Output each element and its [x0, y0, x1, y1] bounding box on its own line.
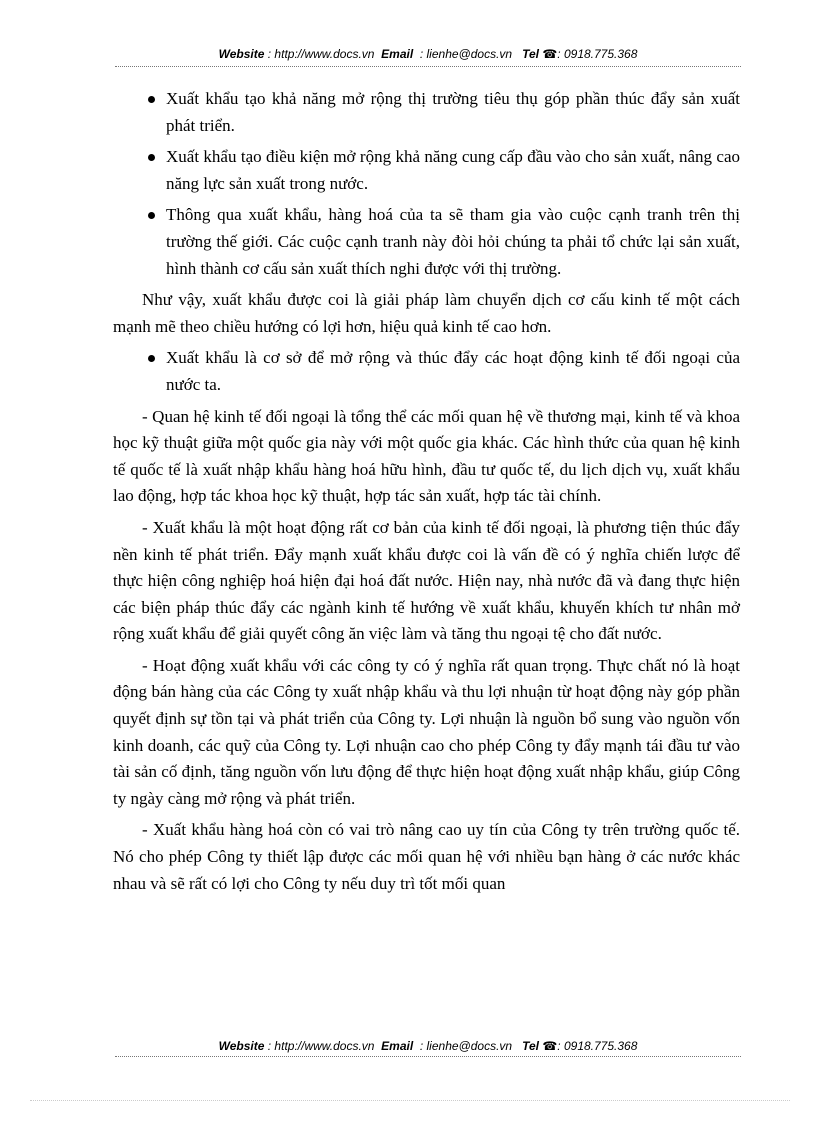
bullet-text: Xuất khẩu là cơ sở để mở rộng và thúc đẩy các hoạt động kinh tế đối ngoại của nước ta. — [166, 348, 740, 394]
page-edge-divider — [30, 1100, 790, 1101]
phone-icon: ☎ — [542, 47, 558, 61]
paragraph: - Quan hệ kinh tế đối ngoại là tổng thể các mối quan hệ về thương mại, kinh tế và khoa học kỹ thuật giữa một quốc gia này với một quốc gia khác. Các hình thức của quan hệ kinh tế quốc tế là xuất nhập khẩu hàng hoá hữu hình, đầu tư quốc tế, du lịch dịch vụ, xuất khẩu lao động, hợp tác khoa học kỹ thuật, hợp tác sản xuất, hợp tác tài chính. — [113, 406, 740, 506]
paragraph: - Xuất khẩu hàng hoá còn có vai trò nâng cao uy tín của Công ty trên trường quốc tế. Nó cho phép Công ty thiết lập được các mối quan hệ với nhiều bạn hàng ở các nước khác nhau và sẽ rất có lợi cho Công ty nếu duy trì tốt mối quan — [113, 820, 740, 893]
bullet-item — [142, 345, 740, 398]
footer-website-label: Website — [218, 1039, 265, 1053]
header-website-label: Website — [218, 47, 265, 61]
bullet-item — [142, 202, 740, 282]
footer-website-value: : http://www.docs.vn — [267, 1039, 375, 1053]
header-tel-value: : 0918.775.368 — [557, 47, 638, 61]
bullet-text: Xuất khẩu tạo điều kiện mở rộng khả năng cung cấp đầu vào cho sản xuất, nâng cao năng lực sản xuất trong nước. — [166, 147, 740, 193]
header-divider — [115, 66, 741, 67]
footer-email-value: : lienhe@docs.vn — [419, 1039, 513, 1053]
bullet-item — [142, 144, 740, 197]
page-header — [115, 47, 741, 61]
footer-email-label: Email — [381, 1039, 414, 1053]
bullet-text: Xuất khẩu tạo khả năng mở rộng thị trường tiêu thụ góp phần thúc đẩy sản xuất phát triển. — [166, 89, 740, 135]
bullet-icon — [148, 154, 155, 161]
header-email-value: : lienhe@docs.vn — [419, 47, 513, 61]
footer-tel-label: Tel — [522, 1039, 539, 1053]
header-tel-label: Tel — [522, 47, 539, 61]
phone-icon: ☎ — [542, 1039, 558, 1053]
paragraph: - Xuất khẩu là một hoạt động rất cơ bản của kinh tế đối ngoại, là phương tiện thúc đẩy nền kinh tế phát triển. Đẩy mạnh xuất khẩu được coi là vấn đề có ý nghĩa chiến lược để thực hiện công nghiệp hoá hiện đại hoá đất nước. Hiện nay, nhà nước đã và đang thực hiện các biện pháp thúc đẩy các ngành kinh tế hướng về xuất khẩu, khuyến khích tư nhân mở rộng xuất khẩu để giải quyết công ăn việc làm và tăng thu ngoại tệ cho đất nước. — [113, 517, 740, 644]
footer-divider — [115, 1056, 741, 1057]
header-email-label: Email — [381, 47, 414, 61]
paragraph: Như vậy, xuất khẩu được coi là giải pháp làm chuyển dịch cơ cấu kinh tế một cách mạnh mẽ theo chiều hướng có lợi hơn, hiệu quả kinh tế cao hơn. — [113, 290, 740, 336]
bullet-item — [142, 86, 740, 139]
paragraph: - Hoạt động xuất khẩu với các công ty có ý nghĩa rất quan trọng. Thực chất nó là hoạt động bán hàng của các Công ty xuất nhập khẩu và thu lợi nhuận từ hoạt động này góp phần quyết định sự tồn tại và phát triển của Công ty. Lợi nhuận là nguồn bổ sung vào nguồn vốn kinh doanh, các quỹ của Công ty. Lợi nhuận cao cho phép Công ty đẩy mạnh tái đầu tư vào tài sản cố định, tăng nguồn vốn lưu động để thực hiện hoạt động xuất nhập khẩu, giúp Công ty ngày càng mở rộng và phát triển. — [113, 655, 740, 808]
page-footer — [115, 1039, 741, 1053]
header-website-value: : http://www.docs.vn — [267, 47, 375, 61]
bullet-icon — [148, 212, 155, 219]
bullet-icon — [148, 96, 155, 103]
bullet-icon — [148, 355, 155, 362]
bullet-text: Thông qua xuất khẩu, hàng hoá của ta sẽ tham gia vào cuộc cạnh tranh trên thị trường thế giới. Các cuộc cạnh tranh này đòi hỏi chúng ta phải tổ chức lại sản xuất, hình thành cơ cấu sản xuất thích nghi được với thị trường. — [166, 205, 740, 278]
footer-tel-value: : 0918.775.368 — [557, 1039, 638, 1053]
document-body — [113, 86, 740, 902]
